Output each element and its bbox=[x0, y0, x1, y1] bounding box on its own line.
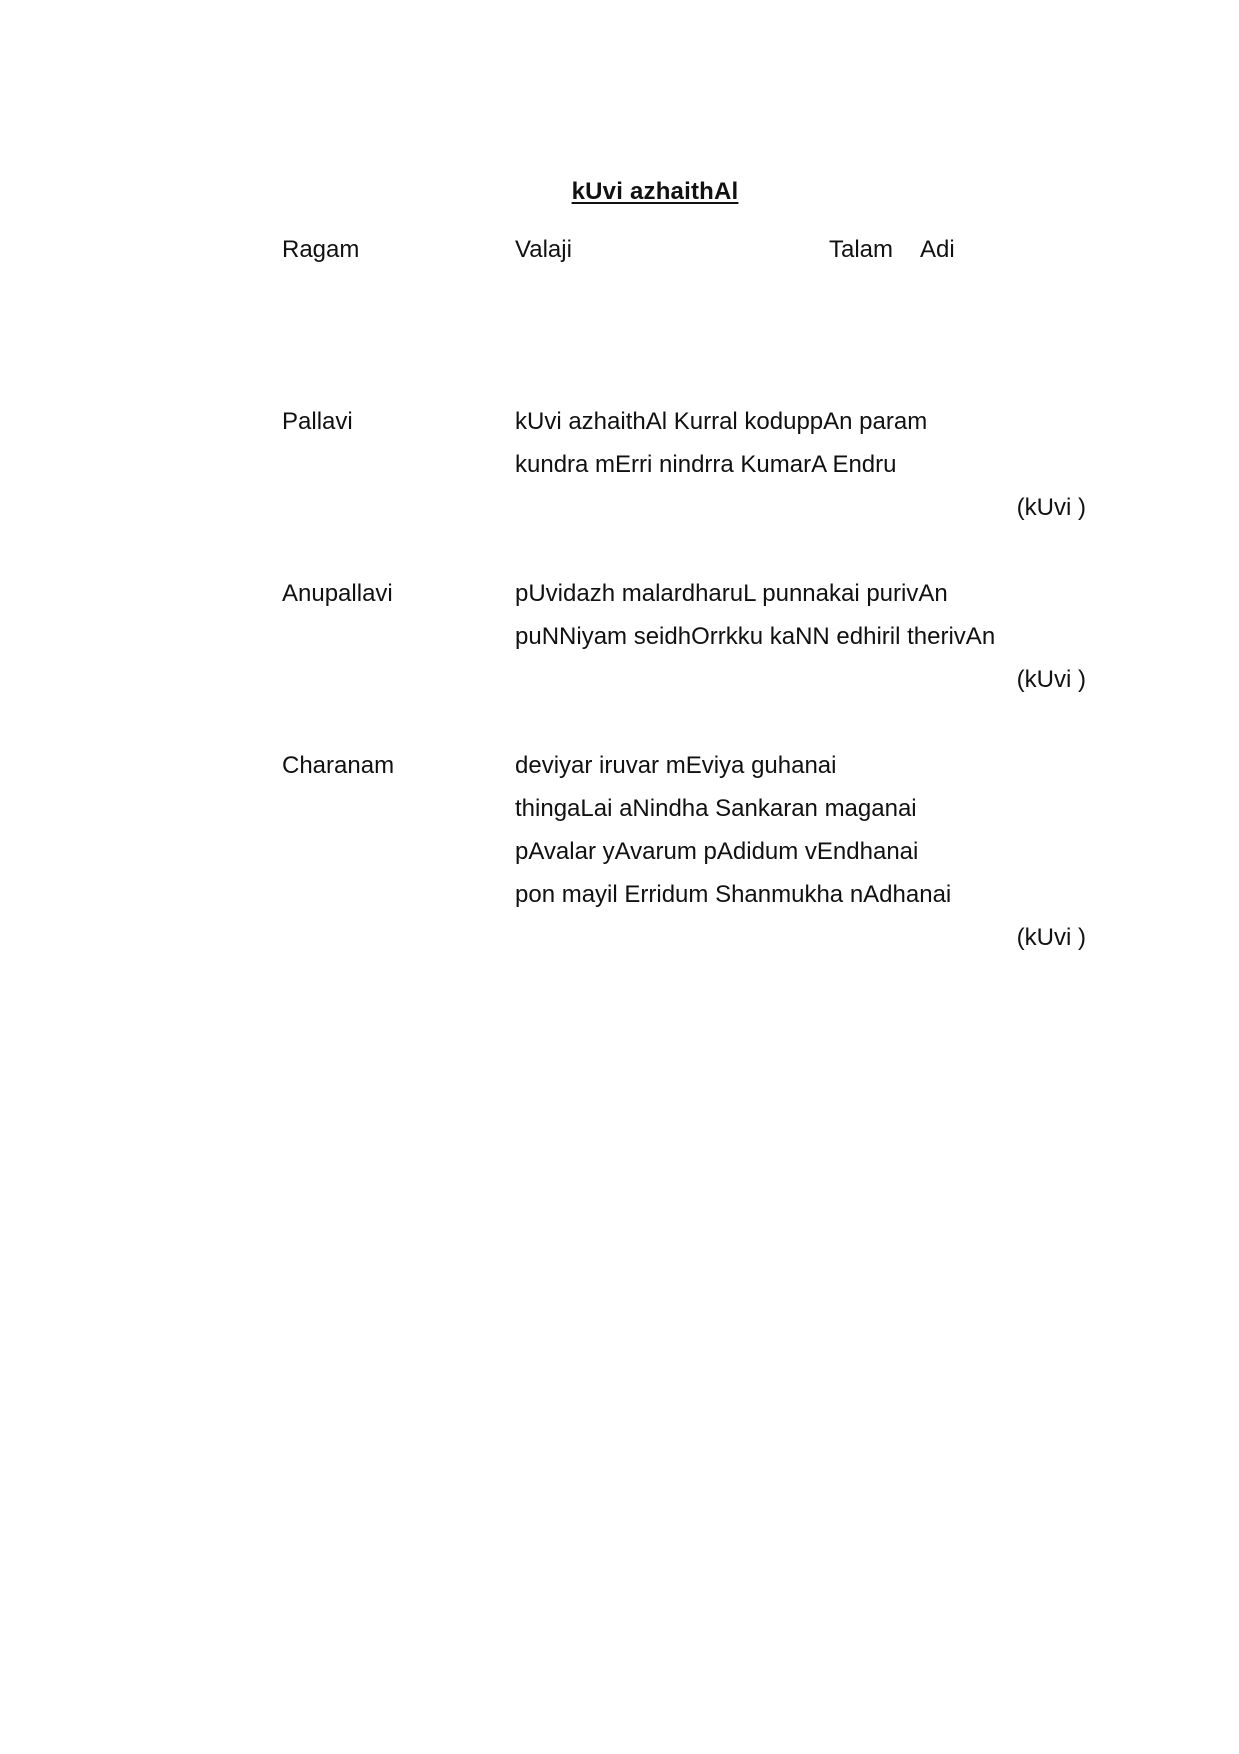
charanam-line: deviyar iruvar mEviya guhanai bbox=[515, 752, 837, 779]
pallavi-label: Pallavi bbox=[282, 408, 353, 435]
pallavi-line: kUvi azhaithAl Kurral koduppAn param bbox=[515, 408, 928, 435]
charanam-refrain: (kUvi ) bbox=[1016, 924, 1086, 951]
talam-label: Talam bbox=[829, 236, 894, 263]
pallavi-line: kundra mErri nindrra KumarA Endru bbox=[515, 451, 897, 478]
charanam-label: Charanam bbox=[282, 752, 395, 779]
talam-value: Adi bbox=[920, 236, 955, 263]
song-title: kUvi azhaithAl bbox=[571, 178, 739, 205]
ragam-value: Valaji bbox=[515, 236, 572, 263]
pallavi-refrain: (kUvi ) bbox=[1016, 494, 1086, 521]
anupallavi-line: pUvidazh malardharuL punnakai purivAn bbox=[515, 580, 948, 607]
charanam-line: pAvalar yAvarum pAdidum vEndhanai bbox=[515, 838, 919, 865]
charanam-line: pon mayil Erridum Shanmukha nAdhanai bbox=[515, 881, 952, 908]
anupallavi-refrain: (kUvi ) bbox=[1016, 666, 1086, 693]
ragam-label: Ragam bbox=[282, 236, 360, 263]
anupallavi-line: puNNiyam seidhOrrkku kaNN edhiril therivAn bbox=[515, 623, 996, 650]
anupallavi-label: Anupallavi bbox=[282, 580, 393, 607]
charanam-line: thingaLai aNindha Sankaran maganai bbox=[515, 795, 917, 822]
